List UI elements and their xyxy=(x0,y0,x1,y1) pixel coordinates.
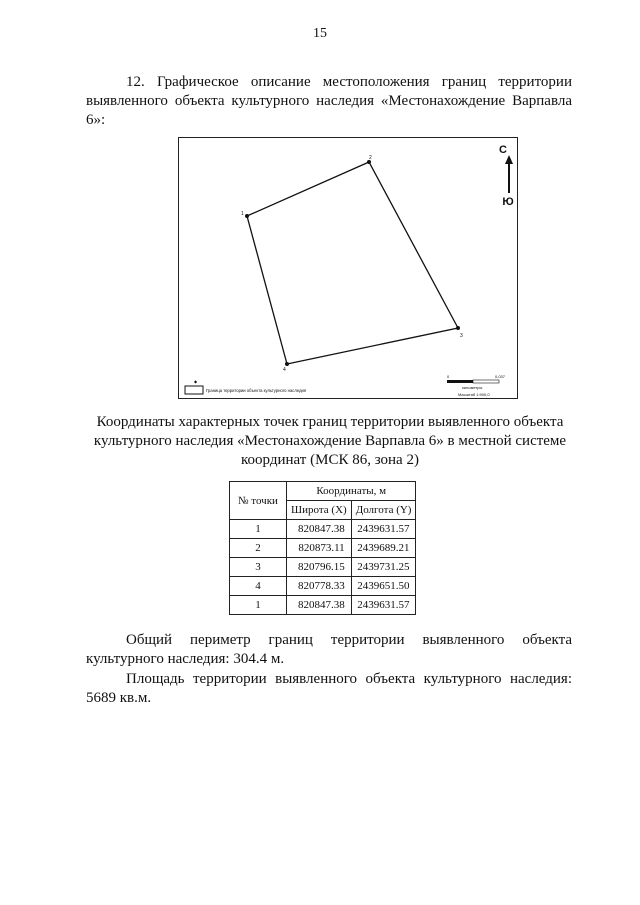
cell-latitude: 820873.11 xyxy=(287,539,352,558)
boundary-point-4 xyxy=(285,362,289,366)
table-row xyxy=(230,577,416,596)
page-number: 15 xyxy=(313,26,327,41)
cell-point-number: 1 xyxy=(230,596,287,615)
area-paragraph: Площадь территории выявленного объекта культурного наследия: 5689 кв.м. xyxy=(86,671,572,706)
cell-latitude: 820847.38 xyxy=(287,596,352,615)
header-longitude: Долгота (Y) xyxy=(351,501,416,520)
scale-text: Масштаб 1:900,0 xyxy=(458,392,490,397)
table-row xyxy=(230,539,416,558)
cell-point-number: 1 xyxy=(230,520,287,539)
section-heading: 12. Графическое описание местоположения границ территории выявленного объекта культурного наследия «Местонахождение Варпавла 6»: xyxy=(86,74,572,128)
cell-latitude: 820847.38 xyxy=(287,520,352,539)
point-label-3: 3 xyxy=(460,333,463,339)
south-label: Ю xyxy=(502,196,514,208)
point-label-1: 1 xyxy=(241,211,244,217)
table-header-row xyxy=(230,482,416,501)
cell-longitude: 2439689.21 xyxy=(351,539,416,558)
header-coordinates: Координаты, м xyxy=(287,482,416,501)
boundary-point-1 xyxy=(245,214,249,218)
scale-unit: километры xyxy=(462,385,483,390)
table-caption: Координаты характерных точек границ территории выявленного объекта культурного наследия «Местонахождение Варпавла 6» в местной системе координат (МСК 86, зона 2) xyxy=(93,414,567,468)
north-arrow-icon xyxy=(499,144,514,208)
cell-longitude: 2439731.25 xyxy=(351,558,416,577)
scale-max: 0,037 xyxy=(495,374,506,379)
cell-longitude: 2439631.57 xyxy=(351,520,416,539)
cell-longitude: 2439631.57 xyxy=(351,596,416,615)
coordinates-table xyxy=(229,481,416,615)
cell-longitude: 2439651.50 xyxy=(351,577,416,596)
boundary-polygon xyxy=(247,162,458,364)
cell-latitude: 820796.15 xyxy=(287,558,352,577)
table-row xyxy=(230,558,416,577)
header-latitude: Широта (X) xyxy=(287,501,352,520)
point-label-4: 4 xyxy=(283,367,286,373)
svg-text:◆: ◆ xyxy=(194,379,198,384)
table-row xyxy=(230,520,416,539)
boundary-map-svg xyxy=(179,138,519,400)
boundary-map xyxy=(178,137,518,399)
cell-point-number: 3 xyxy=(230,558,287,577)
cell-latitude: 820778.33 xyxy=(287,577,352,596)
legend-text: Граница территории объекта культурного наследия xyxy=(206,388,307,393)
legend-swatch xyxy=(185,386,203,394)
header-point-number: № точки xyxy=(230,482,287,520)
perimeter-paragraph: Общий периметр границ территории выявленного объекта культурного наследия: 304.4 м. xyxy=(86,632,572,667)
boundary-point-3 xyxy=(456,326,460,330)
cell-point-number: 4 xyxy=(230,577,287,596)
cell-point-number: 2 xyxy=(230,539,287,558)
north-label: С xyxy=(499,144,507,156)
point-label-2: 2 xyxy=(369,155,372,161)
scale-bar xyxy=(447,374,506,397)
scale-zero: 0 xyxy=(447,374,450,379)
table-row xyxy=(230,596,416,615)
map-legend xyxy=(185,379,306,394)
